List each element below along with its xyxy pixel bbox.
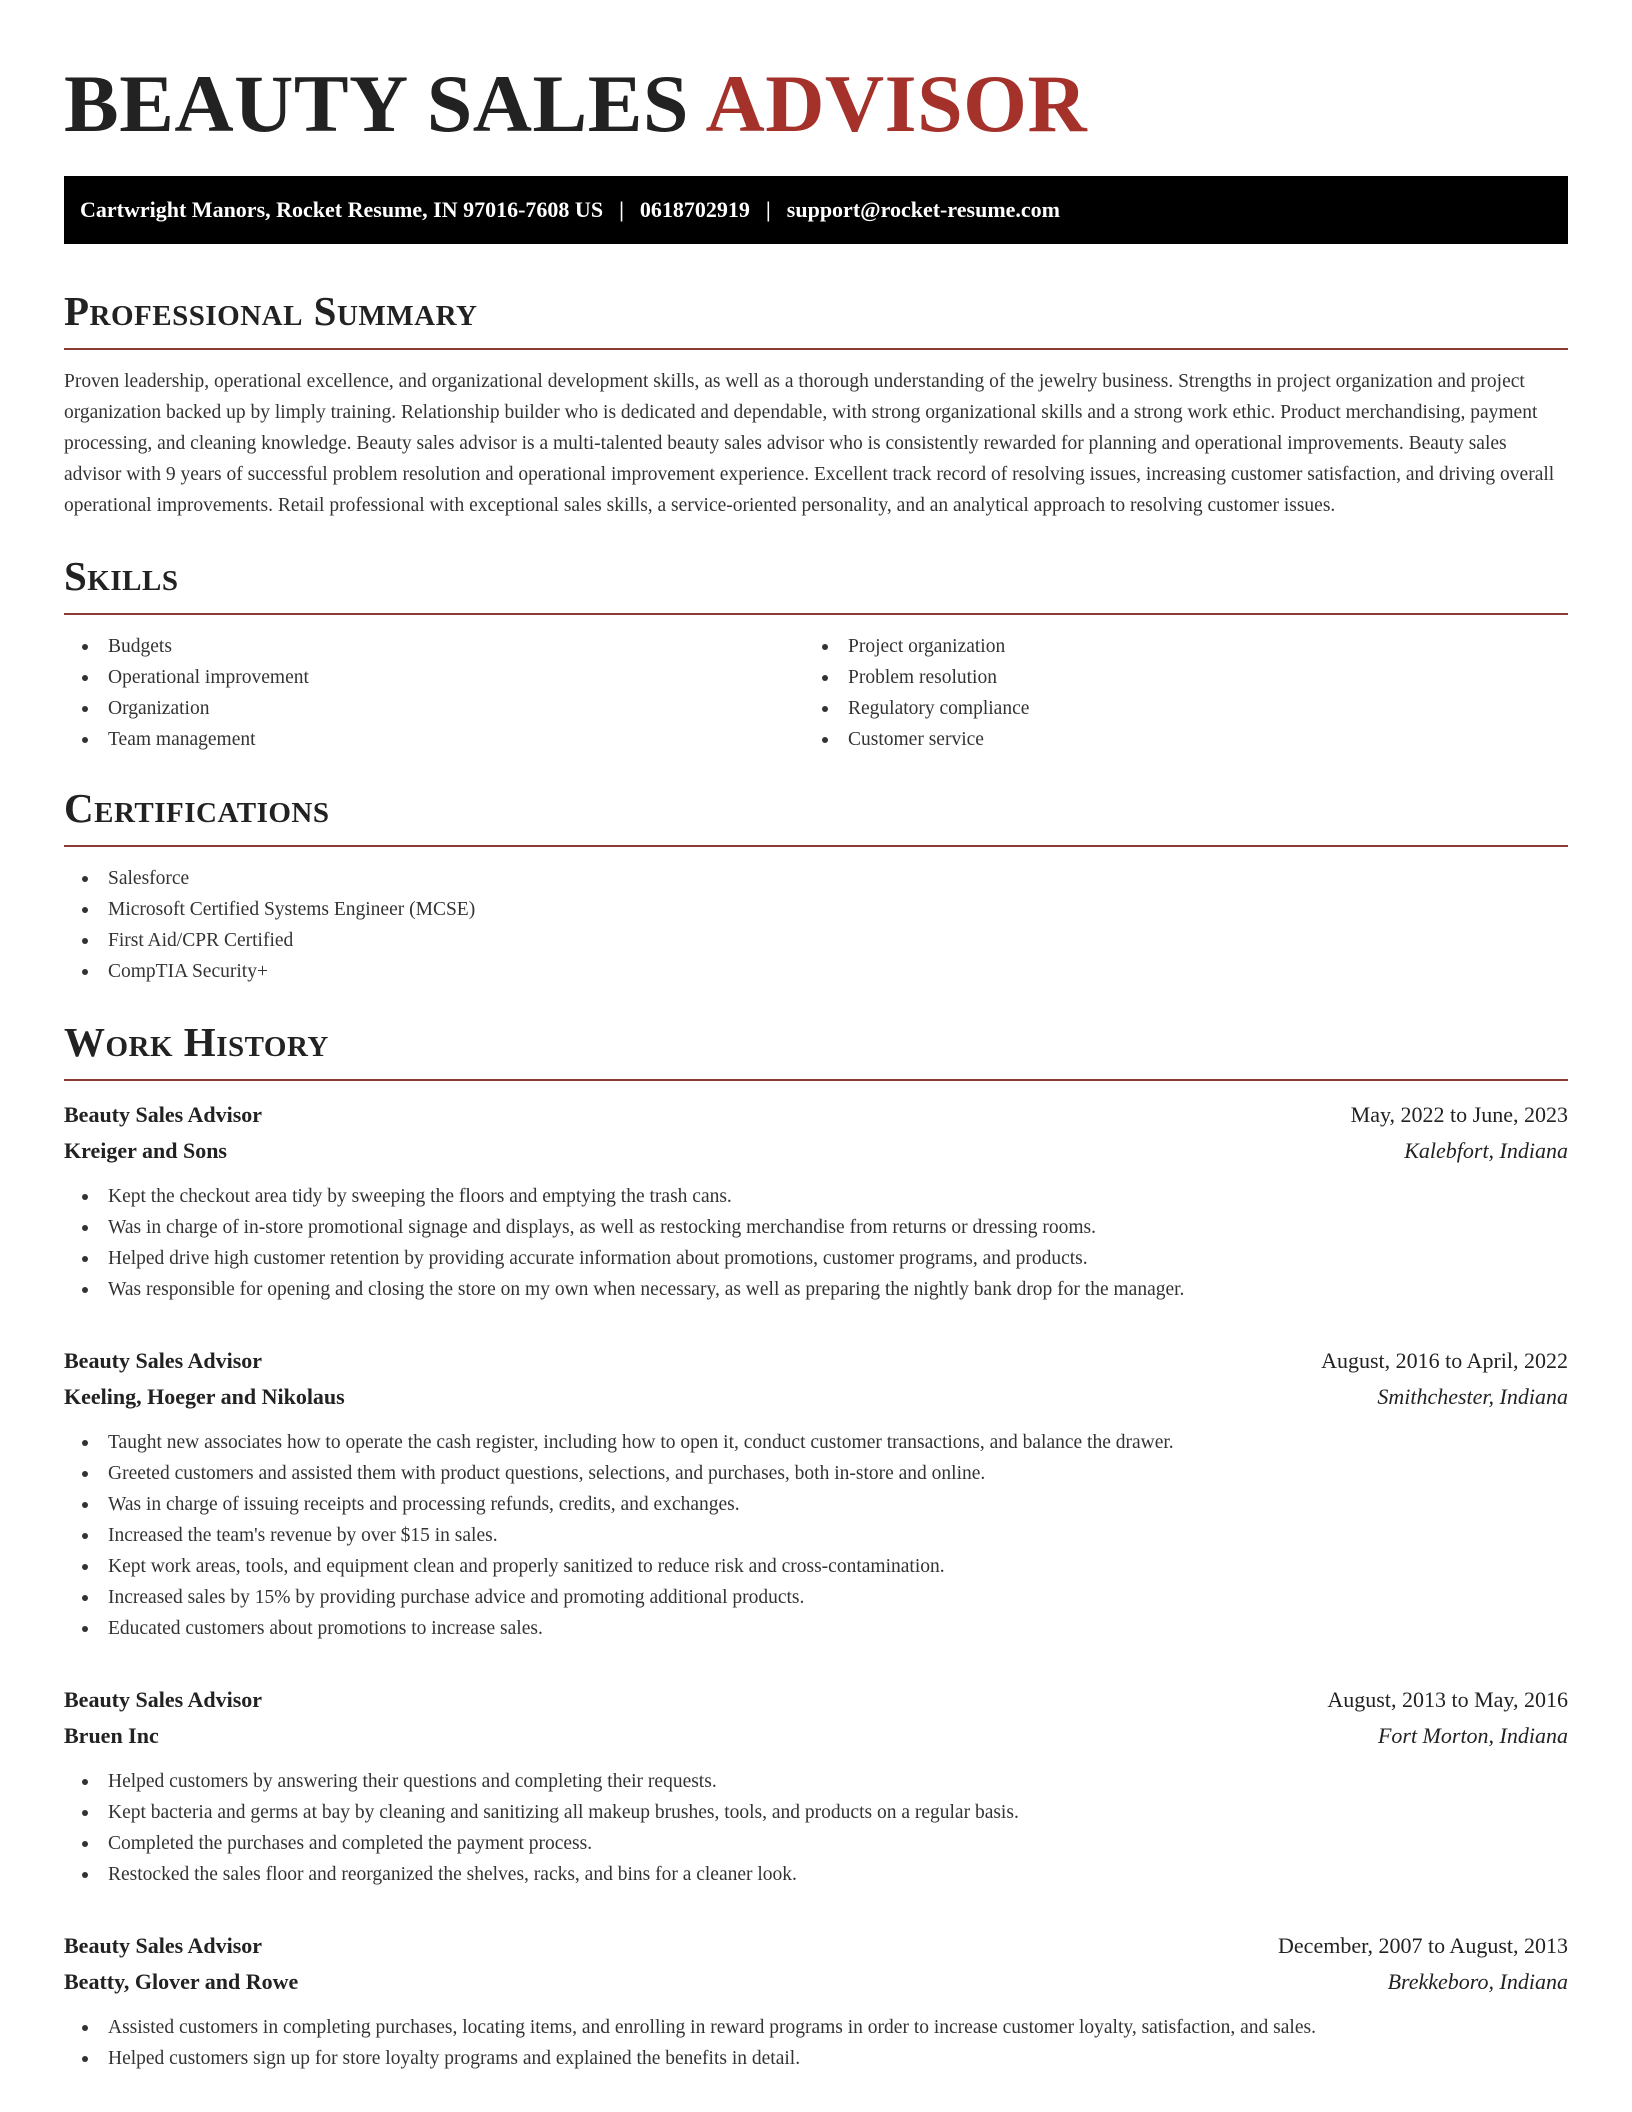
contact-bar (64, 176, 1568, 244)
contact-address: Cartwright Manors, Rocket Resume, IN 97016-7608 US (80, 197, 604, 222)
skills-list-left (64, 631, 804, 755)
job-company-row (64, 1379, 1568, 1415)
job-header-row (64, 1682, 1568, 1718)
job-dates: May, 2022 to June, 2023 (1350, 1102, 1568, 1127)
job-bullet: Was in charge of issuing receipts and processing refunds, credits, and exchanges. (64, 1489, 1568, 1520)
job-company-row (64, 1964, 1568, 2000)
job-header-row (64, 1097, 1568, 1133)
certifications-heading: Certifications (64, 785, 330, 831)
skill-item: Operational improvement (64, 662, 804, 693)
section-divider (64, 1079, 1568, 1081)
job-header-row (64, 1928, 1568, 1964)
job-location: Fort Morton, Indiana (1377, 1723, 1568, 1748)
job-bullet: Helped customers by answering their questions and completing their requests. (64, 1766, 1568, 1797)
job-bullet: Assisted customers in completing purchases, locating items, and enrolling in reward programs in order to increase customer loyalty, satisfaction, and sales. (64, 2012, 1568, 2043)
contact-separator: | (619, 197, 624, 222)
job-company: Beatty, Glover and Rowe (64, 1969, 299, 1994)
title-main: BEAUTY SALES (64, 58, 690, 149)
job-header-row (64, 1343, 1568, 1379)
job-bullets (64, 1181, 1568, 1305)
job-bullet: Educated customers about promotions to increase sales. (64, 1613, 1568, 1644)
job-company-row (64, 1133, 1568, 1169)
skills-list-right (804, 631, 1544, 755)
resume-content (64, 0, 1568, 2074)
resume-title (64, 0, 1568, 150)
job-bullet: Increased sales by 15% by providing purchase advice and promoting additional products. (64, 1582, 1568, 1613)
job-dates: August, 2013 to May, 2016 (1327, 1687, 1568, 1712)
job-bullet: Helped customers sign up for store loyalty programs and explained the benefits in detail. (64, 2043, 1568, 2074)
job-dates: December, 2007 to August, 2013 (1278, 1933, 1568, 1958)
skill-item: Budgets (64, 631, 804, 662)
job-bullet: Was in charge of in-store promotional signage and displays, as well as restocking merchandise from returns or dressing rooms. (64, 1212, 1568, 1243)
job-title: Beauty Sales Advisor (64, 1933, 263, 1958)
skill-item: Customer service (804, 724, 1544, 755)
certification-item: Salesforce (64, 863, 1568, 894)
job-bullet: Greeted customers and assisted them with product questions, selections, and purchases, both in-store and online. (64, 1458, 1568, 1489)
skill-item: Regulatory compliance (804, 693, 1544, 724)
job-bullets (64, 2012, 1568, 2074)
skills-grid (64, 631, 1568, 755)
job-bullet: Helped drive high customer retention by providing accurate information about promotions, customer programs, and products. (64, 1243, 1568, 1274)
skills-heading: Skills (64, 553, 179, 599)
job-location: Brekkeboro, Indiana (1387, 1969, 1568, 1994)
contact-phone: 0618702919 (639, 197, 750, 222)
job-title: Beauty Sales Advisor (64, 1348, 263, 1373)
skill-item: Organization (64, 693, 804, 724)
section-divider (64, 845, 1568, 847)
contact-separator: | (765, 197, 771, 222)
certifications-list (64, 863, 1568, 987)
job-entry (64, 1682, 1568, 1890)
skill-item: Problem resolution (804, 662, 1544, 693)
job-bullet: Restocked the sales floor and reorganized the shelves, racks, and bins for a cleaner look. (64, 1859, 1568, 1890)
certification-item: First Aid/CPR Certified (64, 925, 1568, 956)
work-history-heading: Work History (64, 1019, 329, 1065)
job-bullet: Increased the team's revenue by over $15 in sales. (64, 1520, 1568, 1551)
section-divider (64, 613, 1568, 615)
job-location: Kalebfort, Indiana (1404, 1138, 1568, 1163)
job-bullets (64, 1427, 1568, 1644)
skill-item: Team management (64, 724, 804, 755)
job-bullet: Taught new associates how to operate the cash register, including how to open it, conduct customer transactions, and balance the drawer. (64, 1427, 1568, 1458)
job-bullet: Kept bacteria and germs at bay by cleaning and sanitizing all makeup brushes, tools, and products on a regular basis. (64, 1797, 1568, 1828)
job-company: Bruen Inc (64, 1723, 159, 1748)
job-company: Kreiger and Sons (64, 1138, 227, 1163)
certification-item: Microsoft Certified Systems Engineer (MCSE) (64, 894, 1568, 925)
contact-email: support@rocket-resume.com (786, 197, 1060, 222)
job-company-row (64, 1718, 1568, 1754)
job-bullet: Completed the purchases and completed the payment process. (64, 1828, 1568, 1859)
job-title: Beauty Sales Advisor (64, 1102, 263, 1127)
job-dates: August, 2016 to April, 2022 (1321, 1348, 1568, 1373)
job-location: Smithchester, Indiana (1377, 1384, 1568, 1409)
summary-heading: Professional Summary (64, 288, 478, 334)
title-accent: ADVISOR (705, 58, 1088, 149)
job-entry (64, 1343, 1568, 1644)
skill-item: Project organization (804, 631, 1544, 662)
job-bullet: Was responsible for opening and closing the store on my own when necessary, as well as preparing the nightly bank drop for the manager. (64, 1274, 1568, 1305)
job-bullets (64, 1766, 1568, 1890)
job-bullet: Kept the checkout area tidy by sweeping the floors and emptying the trash cans. (64, 1181, 1568, 1212)
job-bullet: Kept work areas, tools, and equipment clean and properly sanitized to reduce risk and cross-contamination. (64, 1551, 1568, 1582)
job-company: Keeling, Hoeger and Nikolaus (64, 1384, 345, 1409)
job-title: Beauty Sales Advisor (64, 1687, 263, 1712)
job-entry (64, 1097, 1568, 1305)
summary-text: Proven leadership, operational excellence, and organizational development skills, as well as a thorough understanding of the jewelry business. Strengths in project organization and project organization backed up by limply training. Relationship builder who is dedicated and dependable, with strong organizational skills and a strong work ethic. Product merchandising, payment processing, and cleaning knowledge. Beauty sales advisor is a multi-talented beauty sales advisor who is consistently rewarded for planning and operational improvements. Beauty sales advisor with 9 years of successful problem resolution and operational improvement experience. Excellent track record of resolving issues, increasing customer satisfaction, and driving overall operational improvements. Retail professional with exceptional sales skills, a service-oriented personality, and an analytical approach to resolving customer issues. (64, 371, 1555, 516)
certification-item: CompTIA Security+ (64, 956, 1568, 987)
job-entry (64, 1928, 1568, 2074)
section-divider (64, 348, 1568, 350)
